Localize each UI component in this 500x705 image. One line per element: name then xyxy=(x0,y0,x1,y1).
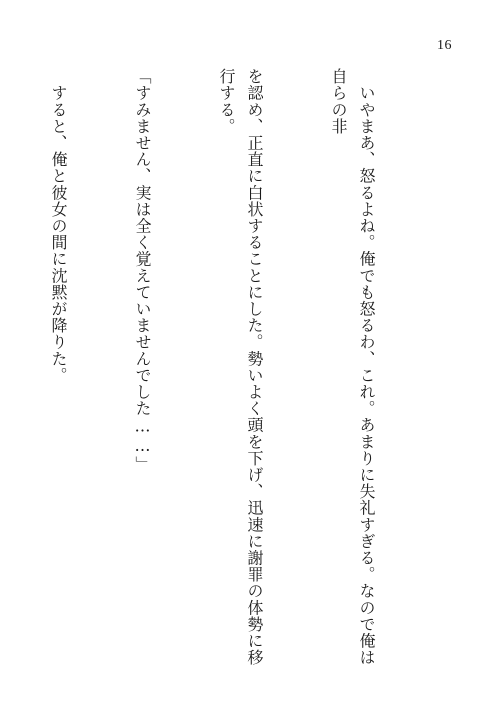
text-line: 「すみません、実は全く覚えていませんでした……」 xyxy=(133,68,152,473)
text-line: を認め、正直に白状することにした。勢いよく頭を下げ、迅速に謝罪の体勢に移行する。 xyxy=(217,68,264,666)
body-text xyxy=(0,68,436,668)
text-line: すると、俺と彼女の間に沈黙が降りた。 xyxy=(49,68,68,384)
page-number: 16 xyxy=(437,38,452,53)
text-line: いやまあ、怒るよね。俺でも怒るわ、これ。あまりに失礼すぎる。なので俺は自らの非 xyxy=(329,68,376,666)
